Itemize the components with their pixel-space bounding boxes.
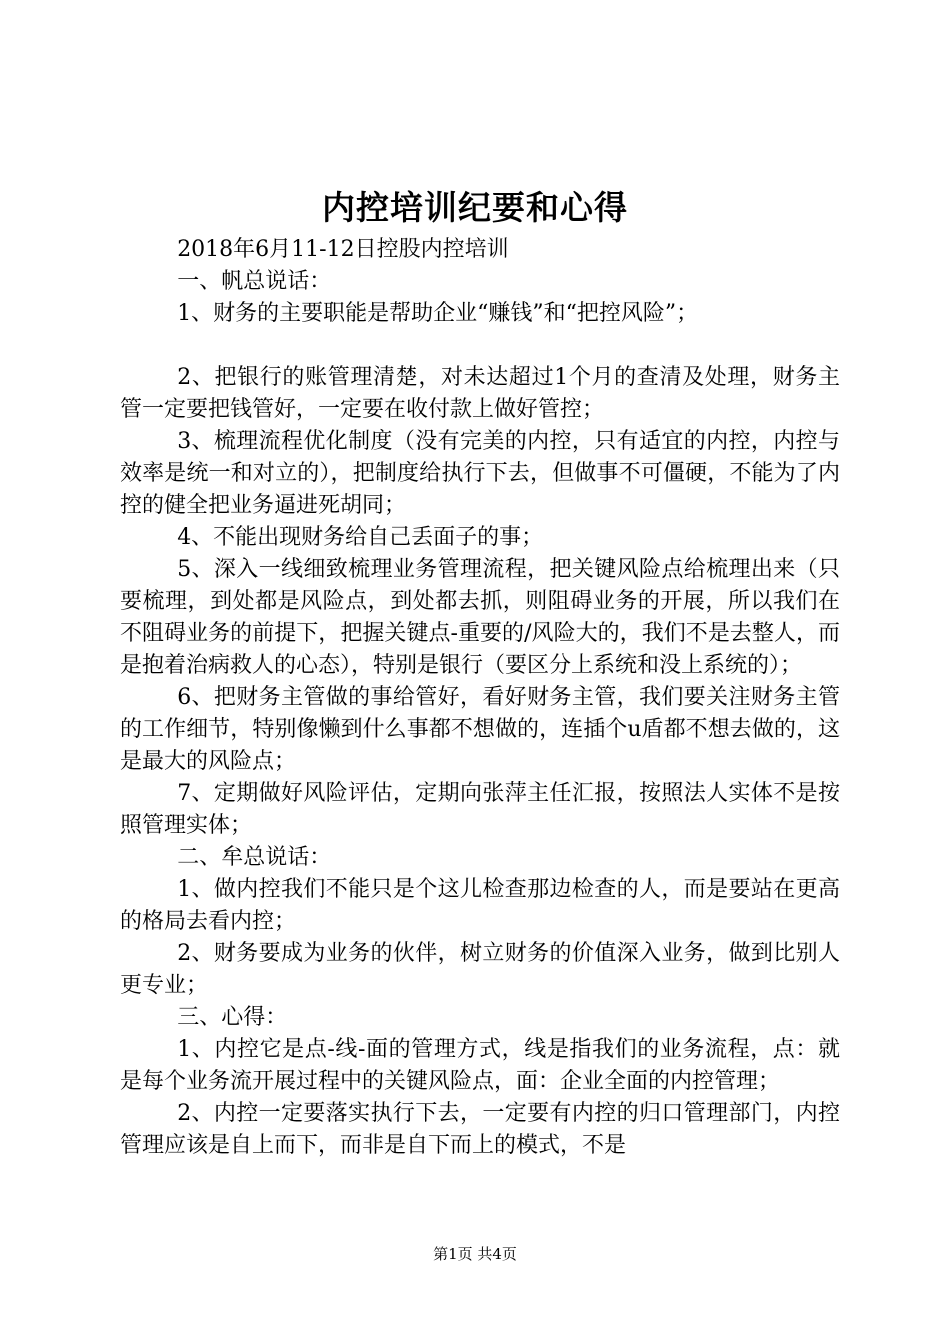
page-footer: 第1页 共4页 xyxy=(433,1245,517,1263)
section-heading-3: 三、心得： xyxy=(177,1005,288,1030)
section-heading-1: 一、帆总说话： xyxy=(177,269,332,294)
paragraph-item: 3、梳理流程优化制度（没有完美的内控，只有适宜的内控，内控与效率是统一和对立的），把制度给执行下去，但做事不可僵硬，不能为了内控的健全把业务逼进死胡同； xyxy=(120,429,840,518)
paragraph-item: 2、把银行的账管理清楚，对未达超过1个月的查清及处理，财务主管一定要把钱管好，一定要在收付款上做好管控； xyxy=(120,365,840,422)
paragraph-date: 2018年6月11-12日控股内控培训 xyxy=(177,237,509,262)
paragraph-item: 4、不能出现财务给自己丢面子的事； xyxy=(177,525,544,550)
paragraph-item: 6、把财务主管做的事给管好，看好财务主管，我们要关注财务主管的工作细节，特别像懒到什么事都不想做的，连插个u盾都不想去做的，这是最大的风险点； xyxy=(120,685,840,774)
paragraph-item: 7、定期做好风险评估，定期向张萍主任汇报，按照法人实体不是按照管理实体； xyxy=(120,781,840,838)
paragraph-item: 1、做内控我们不能只是个这儿检查那边检查的人，而是要站在更高的格局去看内控； xyxy=(120,877,840,934)
paragraph-item: 5、深入一线细致梳理业务管理流程，把关键风险点给梳理出来（只要梳理，到处都是风险点，到处都去抓，则阻碍业务的开展，所以我们在不阻碍业务的前提下，把握关键点-重要的/风险大的，我们不是去整人，而是抱着治病救人的心态），特别是银行（要区分上系统和没上系统的）； xyxy=(120,557,840,678)
document-title: 内控培训纪要和心得 xyxy=(322,188,628,227)
paragraph-item: 1、财务的主要职能是帮助企业“赚钱”和“把控风险”； xyxy=(177,301,699,326)
paragraph-item: 2、财务要成为业务的伙伴，树立财务的价值深入业务，做到比别人更专业； xyxy=(120,941,840,998)
section-heading-2: 二、牟总说话： xyxy=(177,845,332,870)
paragraph-item: 1、内控它是点-线-面的管理方式，线是指我们的业务流程，点：就是每个业务流开展过程中的关键风险点，面：企业全面的内控管理； xyxy=(120,1037,840,1094)
document-body xyxy=(120,234,840,1162)
paragraph-item: 2、内控一定要落实执行下去，一定要有内控的归口管理部门，内控管理应该是自上而下，而非是自下而上的模式，不是 xyxy=(120,1101,840,1158)
